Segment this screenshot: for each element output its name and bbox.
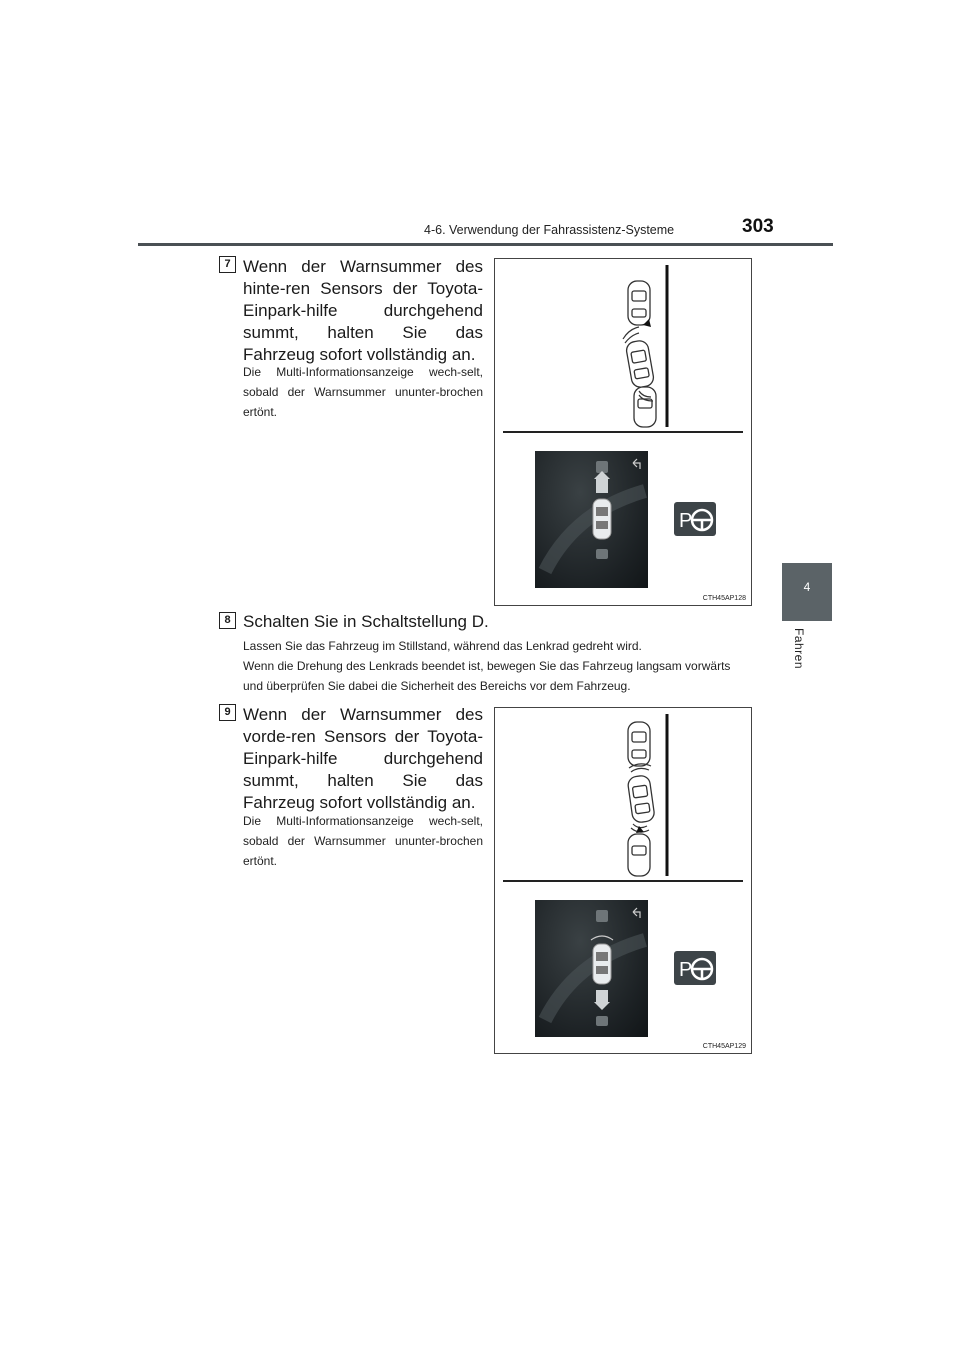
parking-diagram-rear xyxy=(495,259,751,429)
step-8-note-1: Lassen Sie das Fahrzeug im Stillstand, während das Lenkrad gedreht wird. xyxy=(243,639,642,653)
step-8-instruction: Schalten Sie in Schaltstellung D. xyxy=(243,612,489,631)
figure-front-sensor xyxy=(494,707,752,1054)
step-7-note: Die Multi-Informationsanzeige wech-selt, sobald der Warnsummer ununter-brochen ertönt. xyxy=(243,365,483,419)
figure-code: CTH45AP129 xyxy=(702,1043,746,1050)
figure-code: CTH45AP128 xyxy=(702,595,746,602)
step-badge-7: 7 xyxy=(219,256,236,273)
figure-divider xyxy=(503,880,743,882)
chapter-number: 4 xyxy=(803,580,811,594)
step-badge-9: 9 xyxy=(219,704,236,721)
page-number: 303 xyxy=(742,216,774,237)
chapter-tab xyxy=(782,563,832,621)
svg-text:P: P xyxy=(679,959,693,981)
svg-text:P: P xyxy=(679,510,693,532)
chapter-label: Fahren xyxy=(792,628,806,670)
parking-assist-icon xyxy=(674,951,716,985)
step-badge-8: 8 xyxy=(219,612,236,629)
multi-info-display xyxy=(535,900,648,1037)
header-rule xyxy=(138,243,833,246)
steering-wheel-icon xyxy=(674,502,716,536)
parking-diagram-front xyxy=(495,708,751,878)
step-8-note-2: Wenn die Drehung des Lenkrads beendet ist, bewegen Sie das Fahrzeug langsam vorwärts und überprüfen Sie dabei die Sicherheit des Bereichs vor dem Fahrzeug. xyxy=(243,659,731,693)
steering-wheel-icon xyxy=(674,951,716,985)
step-9-instruction: Wenn der Warnsummer des vorde-ren Sensors der Toyota-Einpark-hilfe durchgehend summt, halten Sie das Fahrzeug sofort vollständig an. xyxy=(243,705,483,812)
display-graphic xyxy=(535,451,648,588)
display-graphic xyxy=(535,900,648,1037)
section-title: 4-6. Verwendung der Fahrassistenz-Systeme xyxy=(424,223,675,237)
step-7-instruction: Wenn der Warnsummer des hinte-ren Sensors der Toyota-Einpark-hilfe durchgehend summt, halten Sie das Fahrzeug sofort vollständig an. xyxy=(243,257,483,364)
figure-divider xyxy=(503,431,743,433)
parking-assist-icon xyxy=(674,502,716,536)
step-9-note: Die Multi-Informationsanzeige wech-selt, sobald der Warnsummer ununter-brochen ertönt. xyxy=(243,814,483,868)
multi-info-display xyxy=(535,451,648,588)
figure-rear-sensor xyxy=(494,258,752,606)
